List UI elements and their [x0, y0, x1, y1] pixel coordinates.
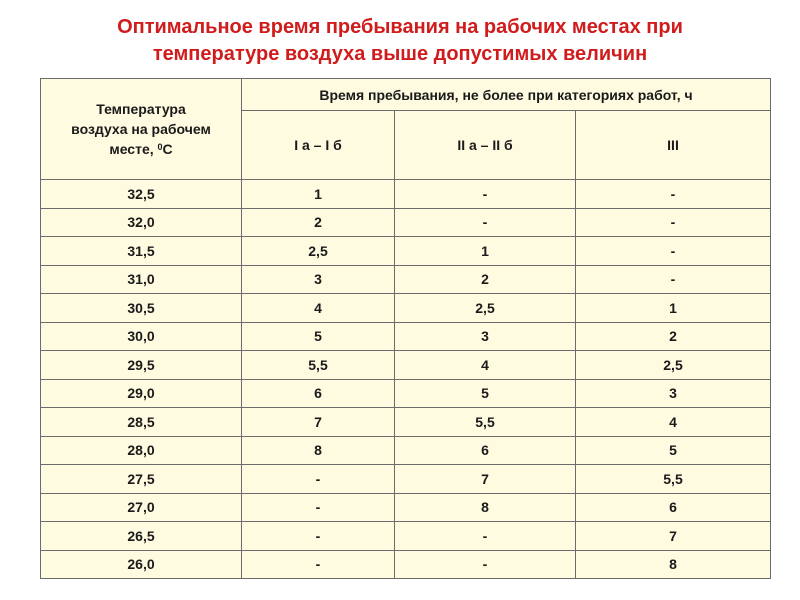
temperature-cell: 27,5 [41, 465, 242, 494]
time-cell-c1: - [242, 493, 395, 522]
time-cell-c2: - [395, 180, 576, 209]
time-cell-c1: - [242, 522, 395, 551]
time-cell-c2: 5,5 [395, 408, 576, 437]
time-column-header: Время пребывания, не более при категориях работ, ч [242, 79, 771, 111]
time-cell-c2: - [395, 550, 576, 579]
temperature-cell: 30,5 [41, 294, 242, 323]
time-cell-c1: 2,5 [242, 237, 395, 266]
time-cell-c2: 2 [395, 265, 576, 294]
time-cell-c2: - [395, 208, 576, 237]
time-cell-c3: - [576, 237, 771, 266]
table-row [41, 208, 771, 237]
time-cell-c1: 4 [242, 294, 395, 323]
table-row [41, 493, 771, 522]
time-cell-c3: 2 [576, 322, 771, 351]
time-cell-c2: - [395, 522, 576, 551]
table-row [41, 465, 771, 494]
time-cell-c3: 5 [576, 436, 771, 465]
temperature-cell: 29,0 [41, 379, 242, 408]
time-cell-c2: 7 [395, 465, 576, 494]
table-row [41, 522, 771, 551]
table-row [41, 351, 771, 380]
table-row [41, 550, 771, 579]
time-cell-c2: 1 [395, 237, 576, 266]
title-line-1: Оптимальное время пребывания на рабочих местах при [117, 16, 683, 38]
temperature-cell: 31,5 [41, 237, 242, 266]
temperature-cell: 28,0 [41, 436, 242, 465]
time-cell-c2: 3 [395, 322, 576, 351]
category-header-3: III [576, 111, 771, 180]
time-cell-c3: 3 [576, 379, 771, 408]
time-cell-c3: 8 [576, 550, 771, 579]
temperature-time-table [40, 78, 771, 579]
time-cell-c3: - [576, 265, 771, 294]
degree-sign: 0 [157, 142, 163, 152]
time-cell-c3: 1 [576, 294, 771, 323]
table-row [41, 322, 771, 351]
time-cell-c3: - [576, 208, 771, 237]
time-cell-c3: 6 [576, 493, 771, 522]
temperature-cell: 32,0 [41, 208, 242, 237]
time-cell-c1: 5 [242, 322, 395, 351]
table-row [41, 294, 771, 323]
temperature-cell: 26,5 [41, 522, 242, 551]
time-cell-c1: 1 [242, 180, 395, 209]
time-cell-c1: 7 [242, 408, 395, 437]
time-cell-c3: 7 [576, 522, 771, 551]
time-cell-c3: 4 [576, 408, 771, 437]
temperature-cell: 31,0 [41, 265, 242, 294]
time-cell-c2: 5 [395, 379, 576, 408]
table-row [41, 180, 771, 209]
time-cell-c3: 2,5 [576, 351, 771, 380]
time-cell-c1: 3 [242, 265, 395, 294]
temperature-column-header: Температура воздуха на рабочем месте, $^0$С [41, 79, 242, 180]
temperature-cell: 27,0 [41, 493, 242, 522]
time-cell-c1: 2 [242, 208, 395, 237]
time-cell-c3: 5,5 [576, 465, 771, 494]
temperature-cell: 28,5 [41, 408, 242, 437]
time-cell-c1: 6 [242, 379, 395, 408]
time-cell-c1: - [242, 550, 395, 579]
table-row [41, 379, 771, 408]
time-cell-c2: 8 [395, 493, 576, 522]
category-header-1: I а – I б [242, 111, 395, 180]
title-line-2: температуре воздуха выше допустимых величин [152, 43, 648, 65]
temperature-cell: 29,5 [41, 351, 242, 380]
table-row [41, 408, 771, 437]
time-cell-c1: - [242, 465, 395, 494]
table-row [41, 436, 771, 465]
category-header-2: II а – II б [395, 111, 576, 180]
time-cell-c2: 4 [395, 351, 576, 380]
temperature-cell: 32,5 [41, 180, 242, 209]
page-title [0, 14, 800, 68]
time-cell-c1: 8 [242, 436, 395, 465]
time-cell-c1: 5,5 [242, 351, 395, 380]
table-row [41, 265, 771, 294]
table-row [41, 237, 771, 266]
time-cell-c3: - [576, 180, 771, 209]
table-body [41, 180, 771, 579]
time-cell-c2: 6 [395, 436, 576, 465]
time-cell-c2: 2,5 [395, 294, 576, 323]
temperature-cell: 26,0 [41, 550, 242, 579]
temperature-cell: 30,0 [41, 322, 242, 351]
